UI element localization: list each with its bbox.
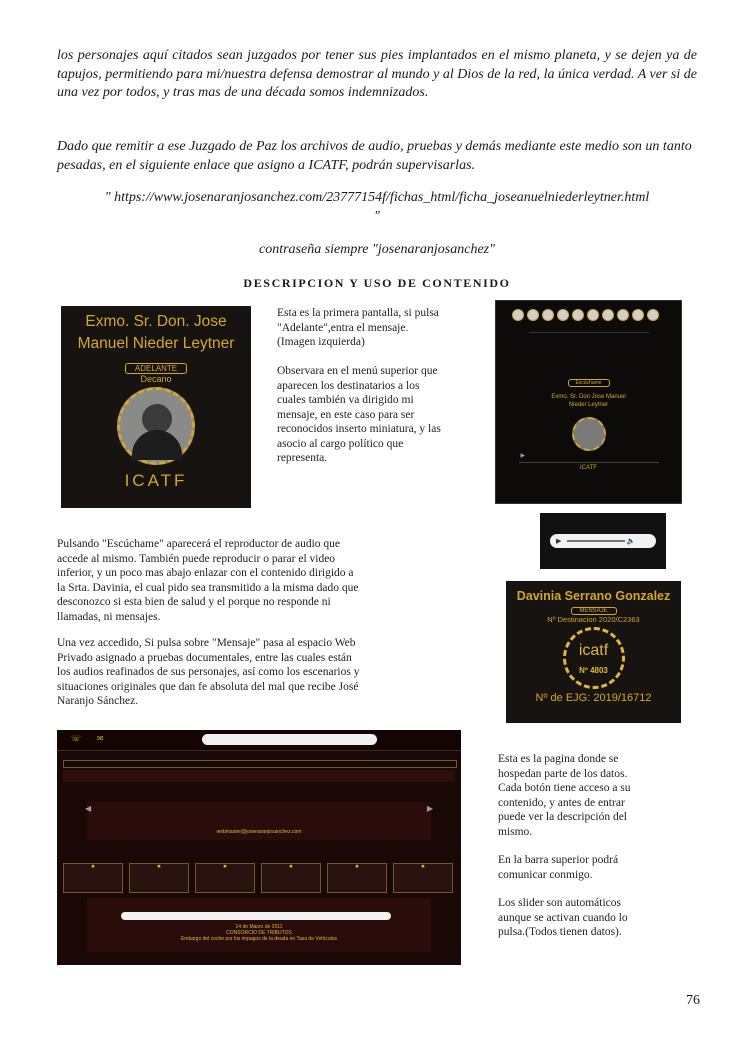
thumb-icon — [602, 309, 614, 321]
web-screen — [57, 730, 461, 965]
second-paragraph: Dado que remitir a ese Juzgado de Paz los archivos de audio, pruebas y demás mediante este medio son un tanto pesadas, en el siguiente enlace que asigno a ICATF, podrán supervisarlas. — [57, 139, 692, 173]
web-disclaimer — [63, 770, 455, 782]
decano-portrait — [117, 387, 195, 465]
web-section-button[interactable]: ✸ — [261, 863, 321, 893]
text-top-bar: En la barra superior podrá comunicar conmigo. — [498, 854, 619, 881]
web-date: 14 de Marzo de 2011 — [235, 924, 283, 930]
small-player[interactable] — [519, 454, 659, 463]
web-title: CONSORCIO DE TRIBUTOS — [226, 930, 292, 936]
small-org: ICATF — [580, 465, 597, 471]
web-section-button[interactable]: ✸ — [327, 863, 387, 893]
link-line — [57, 189, 697, 226]
seal-org: icatf — [578, 642, 609, 659]
text-sliders: Los slider son automáticos aunque se activan cuando lo pulsa.(Todos tienen datos). — [498, 897, 628, 938]
davinia-destination: Nº Destinacion 2020/C2363 — [547, 615, 640, 624]
text-web-page: Esta es la pagina donde se hospedan parte de los datos. Cada botón tiene acceso a su contenido, y antes de entrar puede ver la descripción del mismo. — [498, 753, 631, 838]
web-caption: Embargo del coche por los impagos de la deuda en Tasa de Vehículos — [180, 936, 338, 942]
play-icon[interactable]: ▶ — [520, 453, 526, 459]
recipients-menu[interactable] — [512, 308, 681, 320]
web-section-button[interactable]: ✸ — [63, 863, 123, 893]
text-first-screen: Esta es la primera pantalla, si pulsa "Adelante",entra el mensaje. (Imagen izquierda) — [277, 307, 439, 348]
small-header — [529, 332, 649, 379]
escuchame-button[interactable] — [568, 379, 610, 387]
web-section-button[interactable]: ✸ — [129, 863, 189, 893]
screen-small — [495, 300, 682, 504]
phone-icon[interactable]: ☏ — [71, 734, 82, 743]
link-url[interactable]: " https://www.josenaranjosanchez.com/23777154f/fichas_html/ficha_joseanuelniederleytner.html — [104, 190, 650, 205]
thumb-icon — [587, 309, 599, 321]
small-name: Exmo. Sr. Don Jose Manuel Nieder Leytner — [551, 394, 626, 408]
play-icon[interactable]: ▶ — [556, 537, 562, 545]
thumb-icon — [542, 309, 554, 321]
section-heading: DESCRIPCION Y USO DE CONTENIDO — [243, 276, 511, 290]
thumb-icon — [572, 309, 584, 321]
audio-player-screen — [540, 513, 666, 569]
link-close-quote: " — [374, 208, 380, 224]
decano-role: Decano — [140, 374, 172, 384]
thumb-icon — [617, 309, 629, 321]
card-decano — [61, 306, 251, 508]
web-button-row — [63, 863, 455, 893]
mensaje-label: MENSAJE — [579, 608, 608, 614]
text-message: Una vez accedido, Si pulsa sobre "Mensaje" pasa al espacio Web Privado asignado a pruebas documentales, entre las cuales están los audios reafinados de sus personajes, así como los escenarios y situaciones originales que dan fe absoluta del mal que recibe José Naranjo Sánchez. — [57, 637, 360, 707]
thumb-icon — [512, 309, 524, 321]
davinia-name: Davinia Serrano Gonzalez — [516, 589, 671, 603]
web-email[interactable]: webmaster@josenaranjosanchez.com — [216, 829, 302, 835]
slider-audio-player[interactable] — [121, 912, 391, 920]
text-listen: Pulsando "Escúchame" aparecerá el reproductor de audio que accede al mismo. También puede reproducir o parar el video inferior, y un poco mas abajo enlazar con el contenido dirigido a la Srta. Davinia, el cual pido sea transmitido a la misma dado que desconozco si esta bien de salud y el porque no responde ni llamadas, ni mensajes. — [57, 538, 359, 623]
thumb-icon — [632, 309, 644, 321]
icatf-seal — [563, 627, 625, 689]
decano-name: Exmo. Sr. Don. Jose Manuel Nieder Leytner — [77, 313, 235, 352]
thumb-icon — [527, 309, 539, 321]
audio-progress[interactable] — [567, 540, 625, 542]
decano-org: ICATF — [124, 471, 188, 490]
web-nav[interactable] — [63, 760, 457, 768]
adelante-label: ADELANTE — [134, 364, 178, 373]
intro-paragraph: los personajes aquí citados sean juzgados por tener sus pies implantados en el mismo planeta, y se dejen ya de tapujos, permitiendo para mi/nuestra defensa demostrar al mundo y al Dios de la red, la única verdad. A ver si de una vez por todos, y tras mas de una década somos indemnizados. — [57, 48, 697, 100]
volume-icon[interactable]: 🔈 — [626, 537, 636, 545]
thumb-icon — [557, 309, 569, 321]
seal-number: Nº 4803 — [579, 666, 608, 675]
password-line: contraseña siempre "josenaranjosanchez" — [259, 242, 495, 257]
card-davinia — [506, 581, 681, 723]
mensaje-button[interactable] — [571, 607, 617, 615]
escuchame-label: Escúchame — [575, 380, 602, 386]
small-portrait — [572, 417, 606, 451]
web-slider-2[interactable] — [87, 898, 431, 952]
web-section-button[interactable]: ✸ — [195, 863, 255, 893]
web-top-bar[interactable] — [57, 730, 461, 751]
audio-player[interactable] — [550, 534, 656, 548]
page-number: 76 — [686, 993, 700, 1008]
web-audio-player[interactable] — [202, 734, 377, 745]
slider-prev-icon[interactable]: ◀ — [85, 804, 92, 813]
mail-icon[interactable]: ✉ — [97, 734, 104, 743]
adelante-button[interactable] — [125, 363, 187, 374]
thumb-icon — [647, 309, 659, 321]
text-menu: Observara en el menú superior que aparecen los destinatarios a los cuales también va dirigido mi mensaje, en este caso para ser reconocidos inserto miniatura, y las asocio al cargo político que representa. — [277, 365, 441, 464]
slider-next-icon[interactable]: ▶ — [426, 804, 433, 813]
web-section-button[interactable]: ✸ — [393, 863, 453, 893]
davinia-ejg: Nº de EJG: 2019/16712 — [535, 692, 652, 704]
